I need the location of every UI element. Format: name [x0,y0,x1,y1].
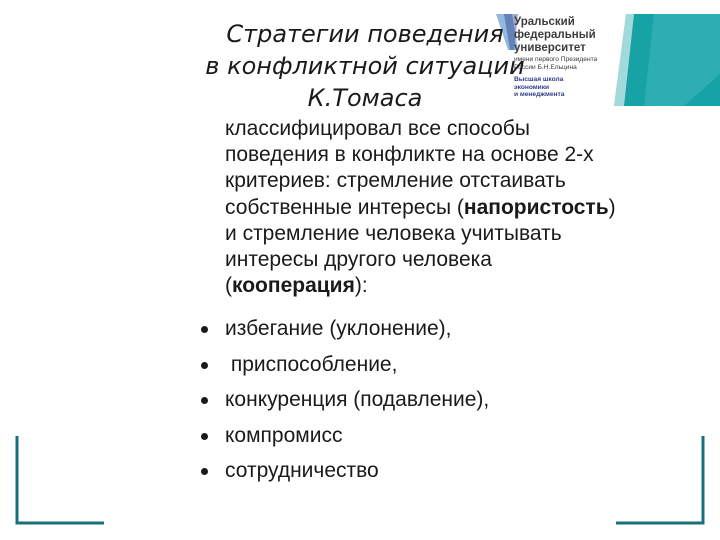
intro-line [225,195,705,221]
list-item-text: компромисс [225,423,343,447]
intro-line: интересы другого человека [225,248,492,272]
intro-text: ): [354,274,368,298]
title-line-1: Стратегии поведения [226,20,504,48]
logo-name-line: университет [514,42,586,54]
intro-line: поведения в конфликте на основе 2-х [225,143,594,167]
intro-line: критериев: стремление отстаивать [225,169,566,193]
bullet-icon [201,362,208,369]
logo-teal-shape-icon [614,14,720,106]
logo-subtitle-line: имени первого Президента [514,56,598,63]
list-item [196,311,489,347]
logo-school-line: экономики [514,83,550,91]
intro-line [225,273,705,299]
corner-bracket-bottom-left [14,436,106,526]
intro-text: ( [225,274,232,298]
logo-name-line: федеральный [514,29,596,41]
list-item [196,418,489,454]
bullet-icon [201,433,208,440]
logo-school-line: и менеджмента [514,91,565,98]
intro-paragraph [225,116,705,299]
logo-subtitle-line: России Б.Н.Ельцина [514,63,577,71]
bullet-icon [201,397,208,404]
assertiveness-term: напористость [463,195,609,219]
intro-text: ) [608,195,616,219]
logo-school-line: Высшая школа [514,76,564,83]
list-item-text: приспособление, [225,352,398,376]
list-item [196,347,489,383]
slide-title [150,18,580,114]
corner-bracket-bottom-right [614,436,706,526]
strategy-list [196,311,489,489]
list-item [196,382,489,418]
title-line-2: в конфликтной ситуации [205,52,525,80]
intro-text: собственные интересы ( [225,195,464,219]
title-line-3: К.Томаса [307,84,423,112]
intro-line: классифицировал все способы [225,117,530,140]
list-item-text: конкуренция (подавление), [225,388,490,411]
intro-line: и стремление человека учитывать [225,221,562,245]
bullet-icon [201,326,208,333]
bullet-icon [201,468,208,475]
cooperation-term: кооперация [232,274,355,298]
logo-name-line: Уральский [514,16,575,28]
list-item-text: избегание (уклонение), [225,317,452,340]
list-item [196,453,489,489]
list-item-text: сотрудничество [225,459,379,482]
